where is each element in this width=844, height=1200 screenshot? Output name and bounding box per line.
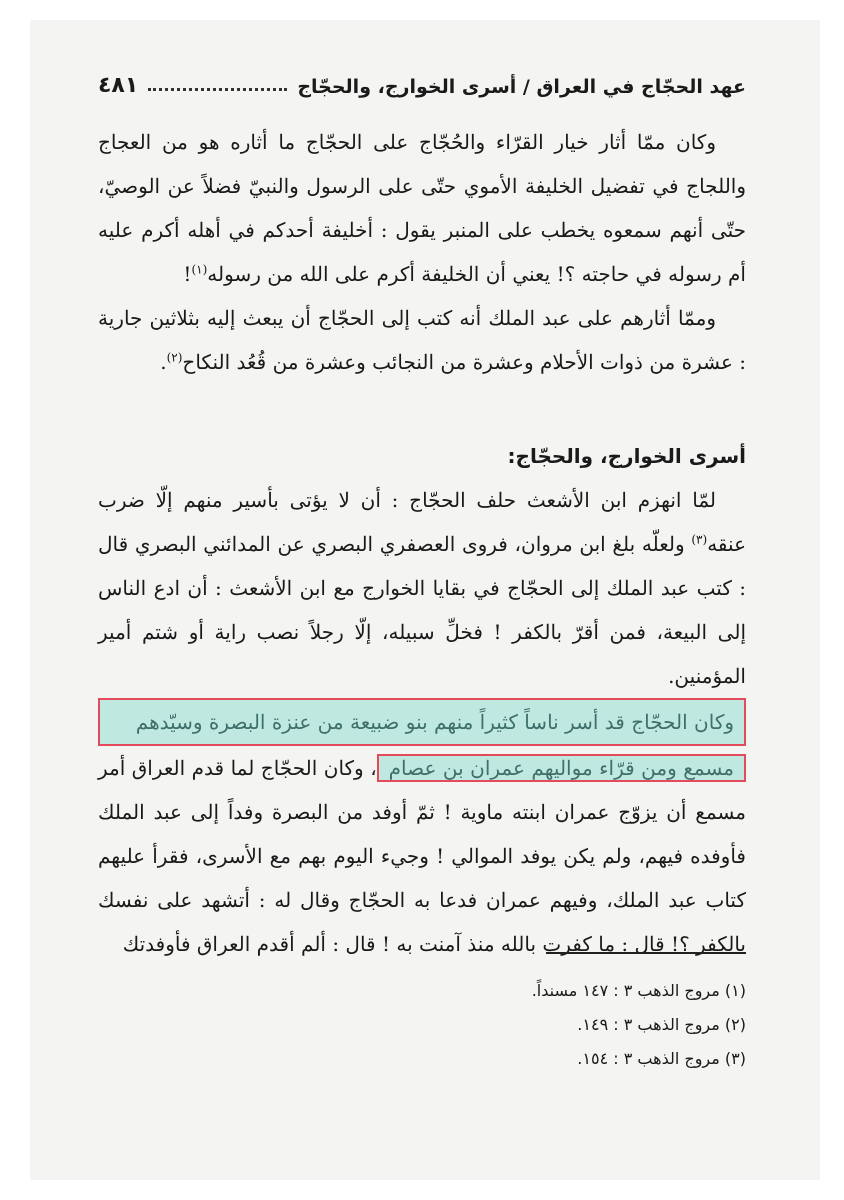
- highlighted-passage-1: وكان الحجّاج قد أسر ناساً كثيراً منهم بنو ضبيعة من عنزة البصرة وسيّدهم: [98, 698, 746, 746]
- running-header: [98, 62, 746, 98]
- footnote-ref-2: (٢): [166, 350, 183, 365]
- paragraph-3-text-a: لمّا انهزم ابن الأشعث حلف الحجّاج : أن لا يؤتى بأسير منهم إلّا ضرب عنقه: [98, 488, 746, 556]
- footnote-separator: [546, 952, 746, 954]
- paragraph-1-text: وكان ممّا أثار خيار القرّاء والحُجّاج على الحجّاج ما أثاره هو من العجاج واللجاج في تفضيل الخليفة الأموي حتّى على الرسول والنبيّ فضلاً عن الوصيّ، حتّى أنهم سمعوه يخطب على المنبر يقول : أخليفة أحدكم في أهله أكرم عليه أم رسوله في حاجته ؟! يعني أن الخليفة أكرم على الله من رسوله: [98, 130, 746, 286]
- footnotes: [346, 974, 746, 1076]
- footnote-1: (١) مروج الذهب ٣ : ١٤٧ مسنداً.: [531, 981, 746, 1000]
- paragraph-2: [98, 296, 746, 384]
- paragraph-3: [98, 478, 746, 698]
- paragraph-4: [98, 698, 746, 966]
- header-title: عهد الحجّاج في العراق / أسرى الخوارج، والحجّاج: [297, 76, 746, 98]
- footnote-ref-3: (٣): [691, 532, 708, 547]
- paragraph-2-text: وممّا أثارهم على عبد الملك أنه كتب إلى الحجّاج أن يبعث إليه بثلاثين جارية : عشرة من ذوات الأحلام وعشرة من النجائب وعشرة من قُعُد النكاح: [98, 306, 746, 374]
- footnote-2: (٢) مروج الذهب ٣ : ١٤٩.: [577, 1015, 746, 1034]
- header-leader-dots: [148, 88, 287, 91]
- paragraph-4-text: ، وكان الحجّاج لما قدم العراق أمر مسمع أن يزوّج عمران ابنته ماوية ! ثمّ أوفد من البصرة وفداً إلى عبد الملك فأوفده فيهم، ولم يكن يوفد الموالي ! وجيء اليوم بهم مع الأسرى، فقرأ عليهم كتاب عبد الملك، وفيهم عمران فدعا به الحجّاج وقال له : أتشهد على نفسك بالكفر ؟! قال : ما كفرت بالله منذ آمنت به ! قال : ألم أقدم العراق فأوفدتك: [98, 756, 746, 956]
- paragraph-2-end: .: [160, 350, 167, 374]
- paragraph-1: [98, 120, 746, 296]
- paragraph-3-text-b: ولعلّه بلغ ابن مروان، فروى العصفري البصري عن المدائني البصري قال : كتب عبد الملك إلى الحجّاج في بقايا الخوارج مع ابن الأشعث : أن ادع الناس إلى البيعة، فمن أقرّ بالكفر ! فخلِّ سبيله، إلّا رجلاً نصب راية أو شتم أمير المؤمنين.: [98, 532, 746, 688]
- footnote-ref-1: (١): [191, 262, 208, 277]
- page-number: ٤٨١: [98, 73, 139, 98]
- section-title: أسرى الخوارج، والحجّاج:: [507, 444, 746, 468]
- main-text: [98, 120, 746, 966]
- footnote-3: (٣) مروج الذهب ٣ : ١٥٤.: [577, 1049, 746, 1068]
- highlighted-passage-2: مسمع ومن قرّاء مواليهم عمران بن عصام: [377, 754, 746, 782]
- paragraph-1-end: !: [183, 262, 192, 286]
